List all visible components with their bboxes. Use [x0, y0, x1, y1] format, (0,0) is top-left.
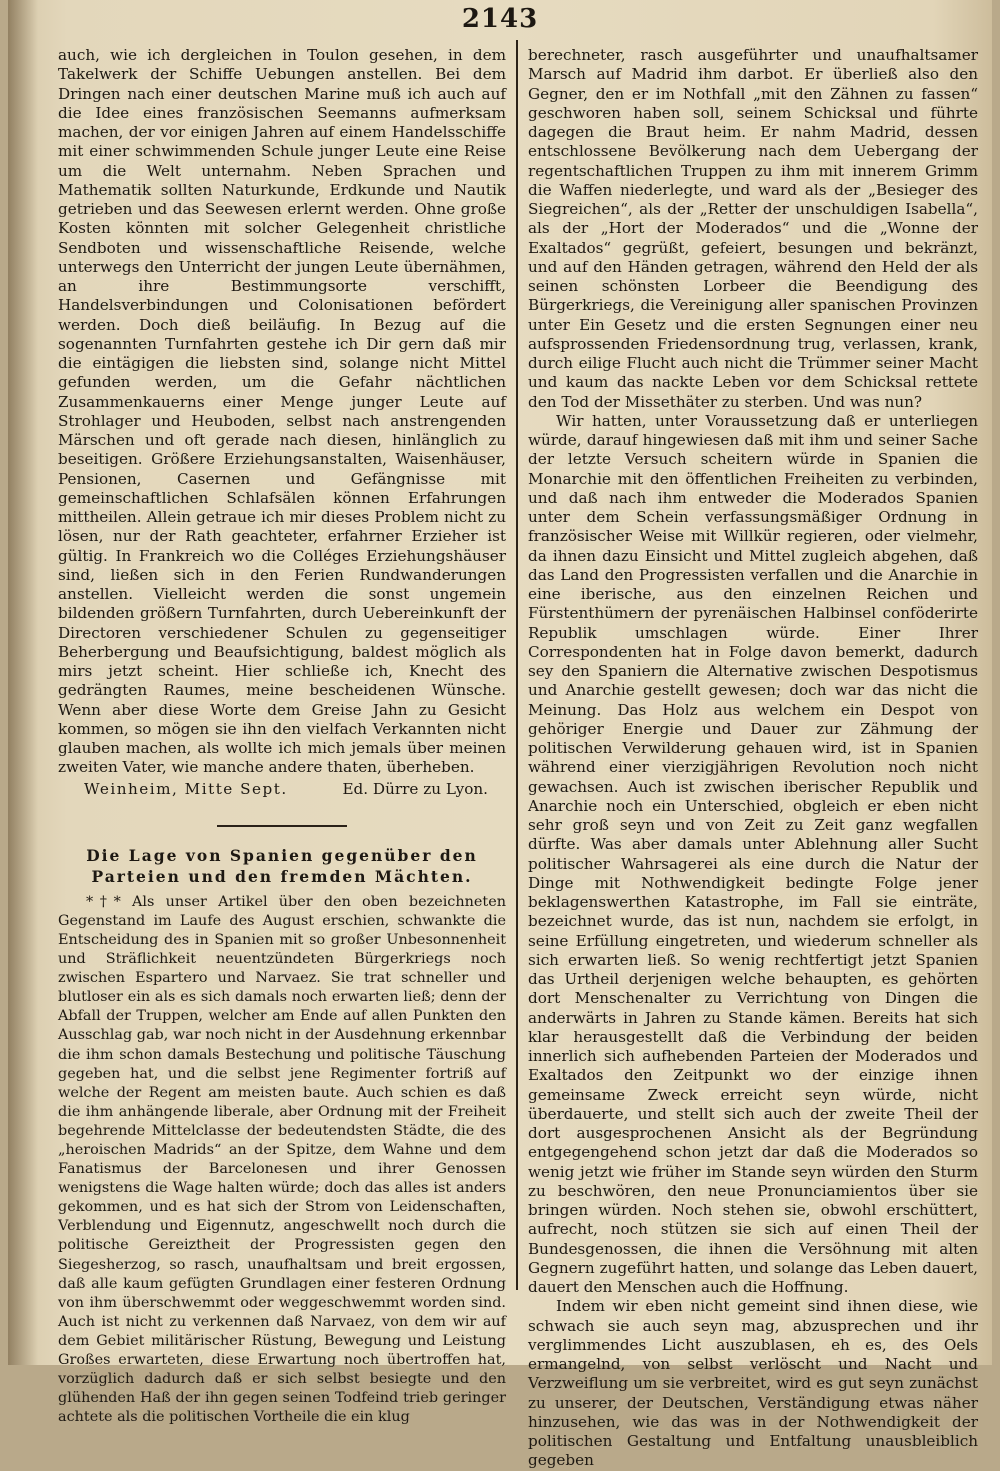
article-paragraph: berechneter, rasch ausgeführter und unaufhaltsamer Marsch auf Madrid ihm darbot. Er überließ also den Gegner, den er im Nothfall „mit den Zähnen zu fassen“ geschworen haben soll, seinem Schicksal und führte dagegen die Braut heim. Er nahm Madrid, dessen entschlossene Bevölkerung nach dem Uebergang der regentschaftlichen Truppen zu ihm mit innerem Grimm die Waffen niederlegte, und ward als der „Besieger des Siegreichen“, als der „Retter der unschuldigen Isabella“, als der „Hort der Moderados“ und die „Wonne der Exaltados“ gegrüßt, gefeiert, besungen und bekränzt, und auf den Händen getragen, während den Held der als seinen schönsten Lorbeer die Beendigung des Bürgerkriegs, die Vereinigung aller spanischen Provinzen unter Ein Gesetz und die ersten Segnungen einer neu aufsprossenden Friedensordnung trug, verlassen, krank, durch eilige Flucht auch nicht die Trümmer seiner Macht und kaum das nackte Leben vor dem Schicksal rettete den Tod der Missethäter zu sterben. Und was nun? — [528, 46, 978, 411]
left-column — [58, 46, 506, 1427]
signature-place: Weinheim, Mitte Sept. — [84, 779, 288, 798]
letter-paragraph: auch, wie ich dergleichen in Toulon gesehen, in dem Takelwerk der Schiffe Uebungen anstellen. Bei dem Dringen nach einer deutschen Marine muß ich auch auf die Idee eines französischen Seemanns aufmerksam machen, der vor einigen Jahren auf einem Handelsschiffe mit einer schwimmenden Schule junger Leute eine Reise um die Welt unternahm. Neben Sprachen und Mathematik sollten Naturkunde, Erdkunde und Nautik getrieben und das Seewesen erlernt werden. Ohne große Kosten könnten mit solcher Gelegenheit christliche Sendboten und wissenschaftliche Reisende, welche unterwegs den Unterricht der jungen Leute übernähmen, an ihre Bestimmungsorte verschifft, Handelsverbindungen und Colonisationen befördert werden. Doch dieß beiläufig. In Bezug auf die sogenannten Turnfahrten gestehe ich Dir gern daß mir die eintägigen die liebsten sind, solange nicht Mittel gefunden werden, um die Gefahr nächtlichen Zusammenkauerns einer Menge junger Leute auf Strohlager und Heuboden, selbst nach anstrengenden Märschen und oft gerade nach diesen, hinlänglich zu beseitigen. Größere Erziehungsanstalten, Waisenhäuser, Pensionen, Casernen und Gefängnisse mit gemeinschaftlichen Schlafsälen können Erfahrungen mittheilen. Allein getraue ich mir dieses Problem nicht zu lösen, nur der Rath geachteter, erfahrner Erzieher ist gültig. In Frankreich wo die Colléges Erziehungshäuser sind, ließen sich in den Ferien Rundwanderungen anstellen. Vielleicht werden die sonst ungemein bildenden größern Turnfahrten, durch Uebereinkunft der Directoren verschiedener Schulen zu gegenseitiger Beherbergung und Beaufsichtigung, baldest möglich als mirs jetzt scheint. Hier schließe ich, Knecht des gedrängten Raumes, meine bescheidenen Wünsche. Wenn aber diese Worte dem Greise Jahn zu Gesicht kommen, so mögen sie ihn den vielfach Verkannten nicht glauben machen, als wollte ich mich jemals über meinen zweiten Vater, wie manche andere thaten, überheben. — [58, 46, 506, 777]
right-column — [528, 46, 978, 1471]
article-paragraph: Indem wir eben nicht gemeint sind ihnen diese, wie schwach sie auch seyn mag, abzusprechen und ihr verglimmendes Licht auszublasen, eh es, des Oels ermangelnd, von selbst verlöscht und Nacht und Verzweiflung um sie verbreitet, wird es gut seyn zunächst zu unserer, der Deutschen, Verständigung etwas näher hinzusehen, wie das was in der Nothwendigkeit der politischen Gestaltung und Entfaltung unausbleiblich gegeben — [528, 1297, 978, 1470]
section-divider — [217, 825, 347, 827]
signature-author: Ed. Dürre zu Lyon. — [342, 779, 488, 798]
signature-line — [58, 780, 506, 799]
binding-shadow — [8, 0, 38, 1365]
newspaper-page — [8, 0, 992, 1470]
article-paragraph: Wir hatten, unter Voraussetzung daß er unterliegen würde, darauf hingewiesen daß mit ihm und seiner Sache der letzte Versuch scheitern würde in Spanien die Monarchie mit den öffentlichen Freiheiten zu verbinden, und daß nach ihm entweder die Moderados Spanien unter dem Schein verfassungsmäßiger Ordnung in französischer Weise mit Willkür regieren, oder vielmehr, da ihnen dazu Einsicht und Mittel zugleich abgehen, daß das Land den Progressisten verfallen und die Anarchie in eine iberische, aus den einzelnen Reichen und Fürstenthümern der pyrenäischen Halbinsel conföderirte Republik umschlagen würde. Einer Ihrer Correspondenten hat in Folge davon bemerkt, dadurch sey den Spaniern die Alternative zwischen Despotismus und Anarchie gestellt gewesen; doch war das nicht die Meinung. Das Holz aus welchem ein Despot von gehöriger Energie und Dauer zur Zähmung der politischen Verwilderung gehauen wird, ist in Spanien während einer vierzigjährigen Revolution noch nicht gewachsen. Auch ist zwischen iberischer Republik und Anarchie noch ein Unterschied, obgleich er eben nicht sehr groß seyn und von Zeit zu Zeit ganz wegfallen dürfte. Was aber damals unter Ablehnung aller Sucht politischer Wahrsagerei als eine durch die Natur der Dinge mit Nothwendigkeit bedingte Folge jener beklagenswerthen Katastrophe, im Fall sie einträte, bezeichnet wurde, das ist nun, nachdem sie erfolgt, in seine Erfüllung eingetreten, und wiederum schneller als sich erwarten ließ. So wenig rechtfertigt jetzt Spanien das Urtheil derjenigen welche behaupten, es gehörten dort Menschenalter zu Verrichtung von Dingen die anderwärts in Jahren zu Stande kämen. Bereits hat sich klar herausgestellt daß die Verbindung der beiden innerlich sich aufhebenden Parteien der Moderados und Exaltados den Zeitpunkt wo der einzige ihnen gemeinsame Zweck erreicht seyn würde, nicht überdauerte, und stellt sich auch der zweite Theil der dort ausgesprochenen Ansicht als der Begründung entgegengehend schon jetzt dar daß die Moderados so wenig jetzt wie früher im Stande seyn würden den Sturm zu beschwören, den neue Pronunciamientos über sie bringen würden. Noch stehen sie, obwohl erschüttert, aufrecht, noch stützen sie sich auf einen Theil der Bundesgenossen, die ihnen die Versöhnung mit alten Gegnern zugeführt hatten, und solange das Leben dauert, dauert den Menschen auch die Hoffnung. — [528, 411, 978, 1296]
article-headline: Die Lage von Spanien gegenüber den Parteien und den fremden Mächten. — [86, 845, 478, 886]
article-paragraph: *†* Als unser Artikel über den oben bezeichneten Gegenstand im Laufe des August erschien, schwankte die Entscheidung des in Spanien mit so großer Unbesonnenheit und Sträflichkeit neuentzündeten Bürgerkriegs noch zwischen Espartero und Narvaez. Sie trat schneller und blutloser ein als es sich damals noch erwarten ließ; denn der Abfall der Truppen, welcher am Ende auf allen Punkten den Ausschlag gab, war noch nicht in der Ausdehnung erkennbar die ihm schon damals Bestechung und politische Täuschung gegeben hat, und die selbst jene Regimenter fortriß auf welche der Regent am meisten baute. Auch schien es daß die ihm anhängende liberale, aber Ordnung mit der Freiheit begehrende Mittelclasse der bedeutendsten Städte, die des „heroischen Madrids“ an der Spitze, dem Wahne und dem Fanatismus der Barcelonesen und ihrer Genossen wenigstens die Wage halten würde; doch das alles ist anders gekommen, und es hat sich der Strom von Leidenschaften, Verblendung und Eigennutz, angeschwellt noch durch die politische Gereiztheit der Progressisten gegen den Siegesherzog, so rasch, unaufhaltsam und breit ergossen, daß alle kaum gefügten Grundlagen einer festeren Ordnung von ihm überschwemmt oder weggeschwemmt worden sind. Auch ist nicht zu verkennen daß Narvaez, von dem wir auf dem Gebiet militärischer Rüstung, Bewegung und Leistung Großes erwarteten, diese Erwartung noch übertroffen hat, vorzüglich dadurch daß er sich selbst besiegte und den glühenden Haß der ihn gegen seinen Todfeind trieb geringer achtete als die politischen Vortheile die ein klug — [58, 893, 506, 1426]
page-number: 2143 — [461, 4, 539, 34]
column-rule — [516, 40, 518, 1290]
